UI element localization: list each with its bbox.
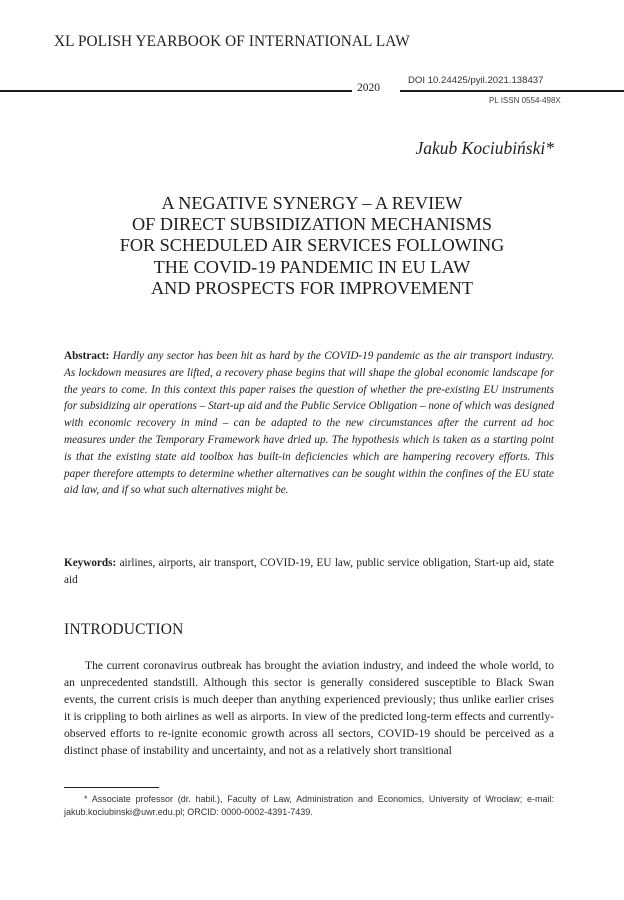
author-name: Jakub Kociubiński* <box>415 138 554 158</box>
title-line: OF DIRECT SUBSIDIZATION MECHANISMS <box>132 214 492 235</box>
article-title <box>64 193 560 299</box>
intro-paragraph: The current coronavirus outbreak has brought the aviation industry, and indeed the whole world, to an unprecedented standstill. Although this sector is generally considered susceptible to Black Swan events, the current crisis is much deeper than anything experienced previously; thus unlike earlier crises it is crippling to both airlines as well as airports. In view of the predicted long-term effects and currently-observed efforts to re-ignite economic growth across all sectors, COVID-19 should be perceived as a distinct phase of instability and uncertainty, and not as a relatively short transitional <box>64 659 554 758</box>
keywords-text: airlines, airports, air transport, COVID-19, EU law, public service obligation, Start-up aid, state aid <box>64 557 554 586</box>
section-heading-introduction: INTRODUCTION <box>64 621 184 638</box>
journal-title: XL POLISH YEARBOOK OF INTERNATIONAL LAW <box>54 33 410 50</box>
abstract <box>64 348 554 499</box>
header-rule-right <box>400 90 624 92</box>
keywords-label: Keywords: <box>64 557 120 569</box>
title-line: A NEGATIVE SYNERGY – A REVIEW <box>161 193 463 213</box>
header-rule-left <box>0 90 352 92</box>
author-footnote: * Associate professor (dr. habil.), Faculty of Law, Administration and Economics, University of Wrocław; e-mail: jakub.kociubinski@uwr.edu.pl; ORCID: 0000-0002-4391-7439. <box>64 794 554 818</box>
issn: PL ISSN 0554-498X <box>489 96 561 105</box>
title-line: FOR SCHEDULED AIR SERVICES FOLLOWING <box>119 235 505 256</box>
footnote-separator <box>64 787 159 788</box>
abstract-label: Abstract: <box>64 350 113 362</box>
keywords <box>64 555 554 589</box>
title-line: THE COVID-19 PANDEMIC IN EU LAW <box>153 256 471 277</box>
title-line: AND PROSPECTS FOR IMPROVEMENT <box>151 277 473 298</box>
journal-year: 2020 <box>357 82 380 94</box>
abstract-text: Hardly any sector has been hit as hard by the COVID-19 pandemic as the air transport industry. As lockdown measures are lifted, a recovery phase begins that will shape the global economic landscape for the years to come. In this context this paper raises the question of whether the pre-existing EU instruments for subsidizing air operations – Start-up aid and the Public Service Obligation – none of which was designed with economic recovery in mind – can be adapted to the new circumstances after the current ad hoc measures under the Temporary Framework have dried up. The hypothesis which is taken as a starting point is that the existing state aid toolbox has built-in deficiencies which are hampering recovery efforts. This paper therefore attempts to determine whether alternatives can be sought within the confines of the EU state aid law, and if so what such alternatives might be. <box>64 350 554 497</box>
doi: DOI 10.24425/pyil.2021.138437 <box>408 75 544 86</box>
